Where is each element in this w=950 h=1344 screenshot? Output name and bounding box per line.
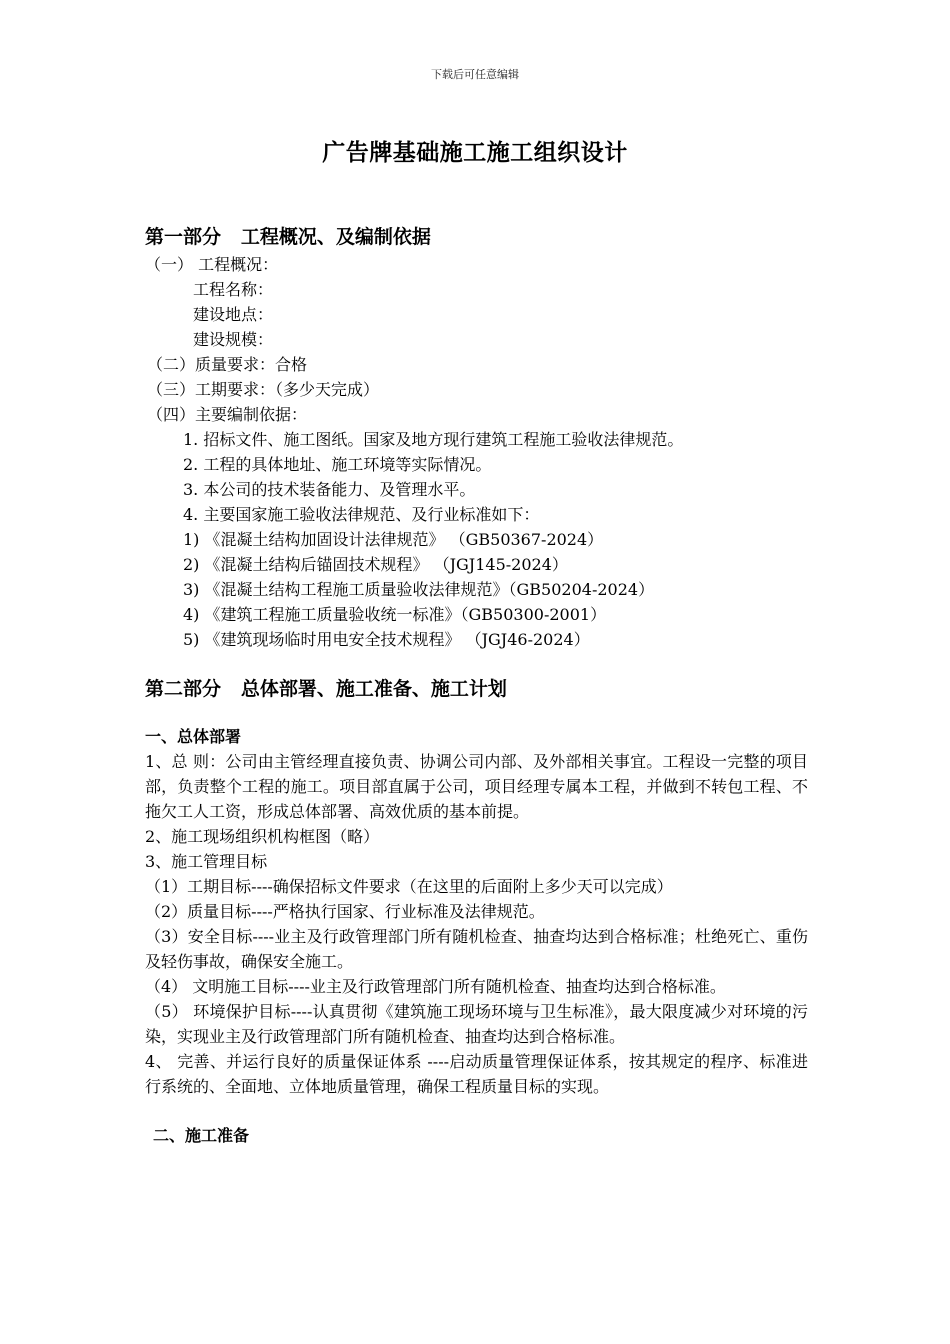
goal-item: （1）工期目标----确保招标文件要求（在这里的后面附上多少天可以完成）: [145, 877, 673, 896]
goal-item: （3）安全目标----业主及行政管理部门所有随机检查、抽查均达到合格标准；杜绝死亡、重伤及轻伤事故，确保安全施工。: [145, 927, 808, 971]
basis-item: 2. 工程的具体地址、施工环境等实际情况。: [183, 455, 492, 474]
basis-item: 3. 本公司的技术装备能力、及管理水平。: [183, 480, 476, 499]
subsection-heading: 一、总体部署: [145, 727, 242, 746]
standard-item: 3) 《混凝土结构工程施工质量验收法律规范》（GB50204-2024）: [183, 580, 655, 599]
basis-item: 1. 招标文件、施工图纸。国家及地方现行建筑工程施工验收法律规范。: [183, 430, 684, 449]
document-body: [145, 222, 808, 1148]
standard-item: 4) 《建筑工程施工质量验收统一标准》（GB50300-2001）: [183, 605, 607, 624]
goal-item: （4） 文明施工目标----业主及行政管理部门所有随机检查、抽查均达到合格标准。: [145, 977, 726, 996]
location-field: 建设地点：: [193, 305, 274, 324]
project-name-field: 工程名称：: [193, 280, 274, 299]
standard-item: 5) 《建筑现场临时用电安全技术规程》 （JGJ46-2024）: [183, 630, 590, 649]
part1-heading: 第一部分 工程概况、及编制依据: [145, 226, 431, 248]
scale-field: 建设规模：: [193, 330, 274, 349]
quality-requirement: （二）质量要求：合格: [147, 355, 308, 374]
goal-item: （2）质量目标----严格执行国家、行业标准及法律规范。: [145, 902, 545, 921]
subsection-heading: 二、施工准备: [153, 1126, 250, 1145]
paragraph: 3、施工管理目标: [145, 852, 268, 871]
paragraph: 1、总 则：公司由主管经理直接负责、协调公司内部、及外部相关事宜。工程设一完整的项目部，负责整个工程的施工。项目部直属于公司，项目经理专属本工程，并做到不转包工程、不拖欠工人工资，形成总体部署、高效优质的基本前提。: [145, 752, 808, 821]
part2-heading: 第二部分 总体部署、施工准备、施工计划: [145, 678, 507, 700]
basis-item: 4. 主要国家施工验收法律规范、及行业标准如下：: [183, 505, 540, 524]
document-title: 广告牌基础施工施工组织设计: [322, 140, 628, 166]
standard-item: 1) 《混凝土结构加固设计法律规范》 （GB50367-2024）: [183, 530, 604, 549]
paragraph: 2、施工现场组织机构框图（略）: [145, 827, 380, 846]
duration-requirement: （三）工期要求：（多少天完成）: [147, 380, 380, 399]
paragraph: 4、 完善、并运行良好的质量保证体系 ----启动质量管理保证体系，按其规定的程序、标准进行系统的、全面地、立体地质量管理，确保工程质量目标的实现。: [145, 1052, 808, 1096]
goal-item: （5） 环境保护目标----认真贯彻《建筑施工现场环境与卫生标准》，最大限度减少对环境的污染，实现业主及行政管理部门所有随机检查、抽查均达到合格标准。: [145, 1002, 808, 1046]
standard-item: 2) 《混凝土结构后锚固技术规程》 （JGJ145-2024）: [183, 555, 568, 574]
basis-label: （四）主要编制依据：: [147, 405, 308, 424]
overview-label: （一） 工程概况：: [145, 255, 279, 274]
page-header: 下载后可任意编辑: [431, 68, 519, 81]
